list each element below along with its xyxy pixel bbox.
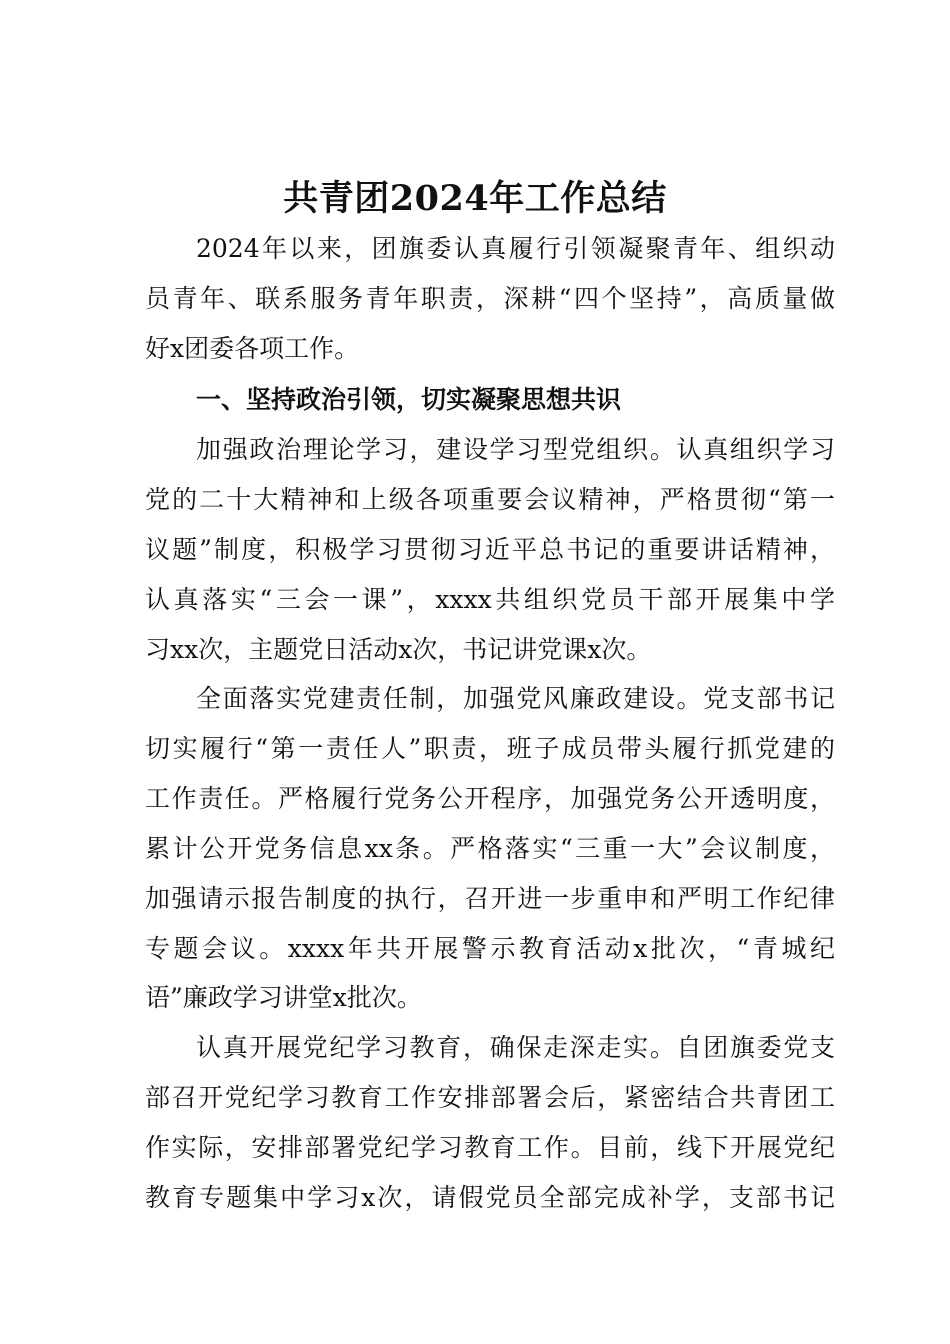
paragraph-line: 部召开党纪学习教育工作安排部署会后，紧密结合共青团工 (145, 1083, 835, 1112)
paragraph-line: 党的二十大精神和上级各项重要会议精神，严格贯彻“第一 (145, 485, 835, 514)
paragraph-line: 认真落实“三会一课”，xxxx共组织党员干部开展集中学 (145, 585, 835, 614)
paragraph-line: 议题”制度，积极学习贯彻习近平总书记的重要讲话精神， (145, 535, 835, 564)
section-heading: 一、坚持政治引领，切实凝聚思想共识 (196, 385, 622, 414)
paragraph-line: 工作责任。严格履行党务公开程序，加强党务公开透明度， (145, 784, 835, 813)
intro-line: 2024年以来，团旗委认真履行引领凝聚青年、组织动 (196, 234, 835, 263)
paragraph-line: 语”廉政学习讲堂x批次。 (145, 983, 422, 1012)
paragraph-line: 教育专题集中学习x次，请假党员全部完成补学，支部书记 (145, 1183, 835, 1212)
paragraph-line: 作实际，安排部署党纪学习教育工作。目前，线下开展党纪 (145, 1133, 835, 1162)
paragraph-line: 认真开展党纪学习教育，确保走深走实。自团旗委党支 (196, 1033, 835, 1062)
intro-line: 好x团委各项工作。 (145, 334, 360, 363)
intro-line: 员青年、联系服务青年职责，深耕“四个坚持”，高质量做 (145, 284, 835, 313)
paragraph-line: 加强请示报告制度的执行，召开进一步重申和严明工作纪律 (145, 884, 835, 913)
paragraph-line: 全面落实党建责任制，加强党风廉政建设。党支部书记 (196, 684, 835, 713)
paragraph-line: 加强政治理论学习，建设学习型党组织。认真组织学习 (196, 435, 835, 464)
paragraph-line: 切实履行“第一责任人”职责，班子成员带头履行抓党建的 (145, 734, 835, 763)
document-title: 共青团2024年工作总结 (283, 178, 667, 219)
paragraph-line: 专题会议。xxxx年共开展警示教育活动x批次，“青城纪 (145, 934, 835, 963)
paragraph-line: 累计公开党务信息xx条。严格落实“三重一大”会议制度， (145, 834, 835, 863)
paragraph-line: 习xx次，主题党日活动x次，书记讲党课x次。 (145, 635, 652, 664)
